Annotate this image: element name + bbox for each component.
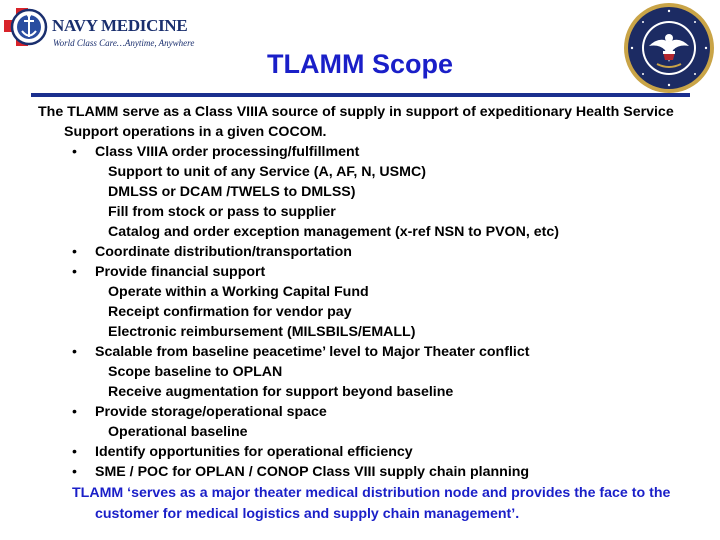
sub-bullet-item: Operational baseline <box>108 424 248 440</box>
title-divider <box>31 93 690 97</box>
bullet-dot-icon: • <box>72 404 77 420</box>
navy-medicine-logo <box>2 4 195 54</box>
bullet-list <box>38 142 698 482</box>
bullet-dot-icon: • <box>72 464 77 480</box>
navy-medicine-emblem-icon <box>2 4 52 54</box>
bullet-item <box>38 462 698 482</box>
bullet-dot-icon: • <box>72 264 77 280</box>
bureau-of-medicine-seal-icon <box>623 2 715 94</box>
bullet-dot-icon: • <box>72 144 77 160</box>
logo-name: NAVY MEDICINE <box>52 16 188 35</box>
bullet-item <box>38 262 698 282</box>
sub-bullet-item: Operate within a Working Capital Fund <box>108 284 369 300</box>
closing-statement: TLAMM ‘serves as a major theater medical distribution node and provides the face to the customer for medical logistics and supply chain management’. <box>72 485 671 522</box>
sub-bullet-item: Support to unit of any Service (A, AF, N, USMC) <box>108 164 426 180</box>
bullet-text: Identify opportunities for operational efficiency <box>95 444 413 460</box>
slide-body <box>38 102 698 525</box>
logo-tagline: World Class Care…Anytime, Anywhere <box>53 38 195 48</box>
sub-bullet-item: Scope baseline to OPLAN <box>108 364 283 380</box>
bullet-text: Provide storage/operational space <box>95 404 327 420</box>
bullet-item <box>38 242 698 262</box>
bullet-text: Scalable from baseline peacetime’ level to Major Theater conflict <box>95 344 530 360</box>
sub-bullet-item: Catalog and order exception management (x-ref NSN to PVON, etc) <box>108 224 559 240</box>
bullet-text: Provide financial support <box>95 264 266 280</box>
sub-bullet-item: Receive augmentation for support beyond baseline <box>108 384 454 400</box>
bullet-dot-icon: • <box>72 444 77 460</box>
sub-bullet-item: Electronic reimbursement (MILSBILS/EMALL) <box>108 324 416 340</box>
bullet-dot-icon: • <box>72 244 77 260</box>
bullet-text: SME / POC for OPLAN / CONOP Class VIII supply chain planning <box>95 464 530 480</box>
page-title: TLAMM Scope <box>267 49 453 79</box>
bullet-text: Class VIIIA order processing/fulfillment <box>95 144 360 160</box>
sub-bullet-item: DMLSS or DCAM /TWELS to DMLSS) <box>108 184 356 200</box>
bullet-text: Coordinate distribution/transportation <box>95 244 352 260</box>
bullet-item <box>38 442 698 462</box>
sub-bullet-item: Receipt confirmation for vendor pay <box>108 304 352 320</box>
bullet-item <box>38 142 698 162</box>
sub-bullet-item: Fill from stock or pass to supplier <box>108 204 336 220</box>
bullet-dot-icon: • <box>72 344 77 360</box>
bullet-item <box>38 402 698 422</box>
bullet-item <box>38 342 698 362</box>
intro-paragraph: The TLAMM serve as a Class VIIIA source of supply in support of expeditionary Health Service Support operations in a given COCOM. <box>38 104 674 140</box>
